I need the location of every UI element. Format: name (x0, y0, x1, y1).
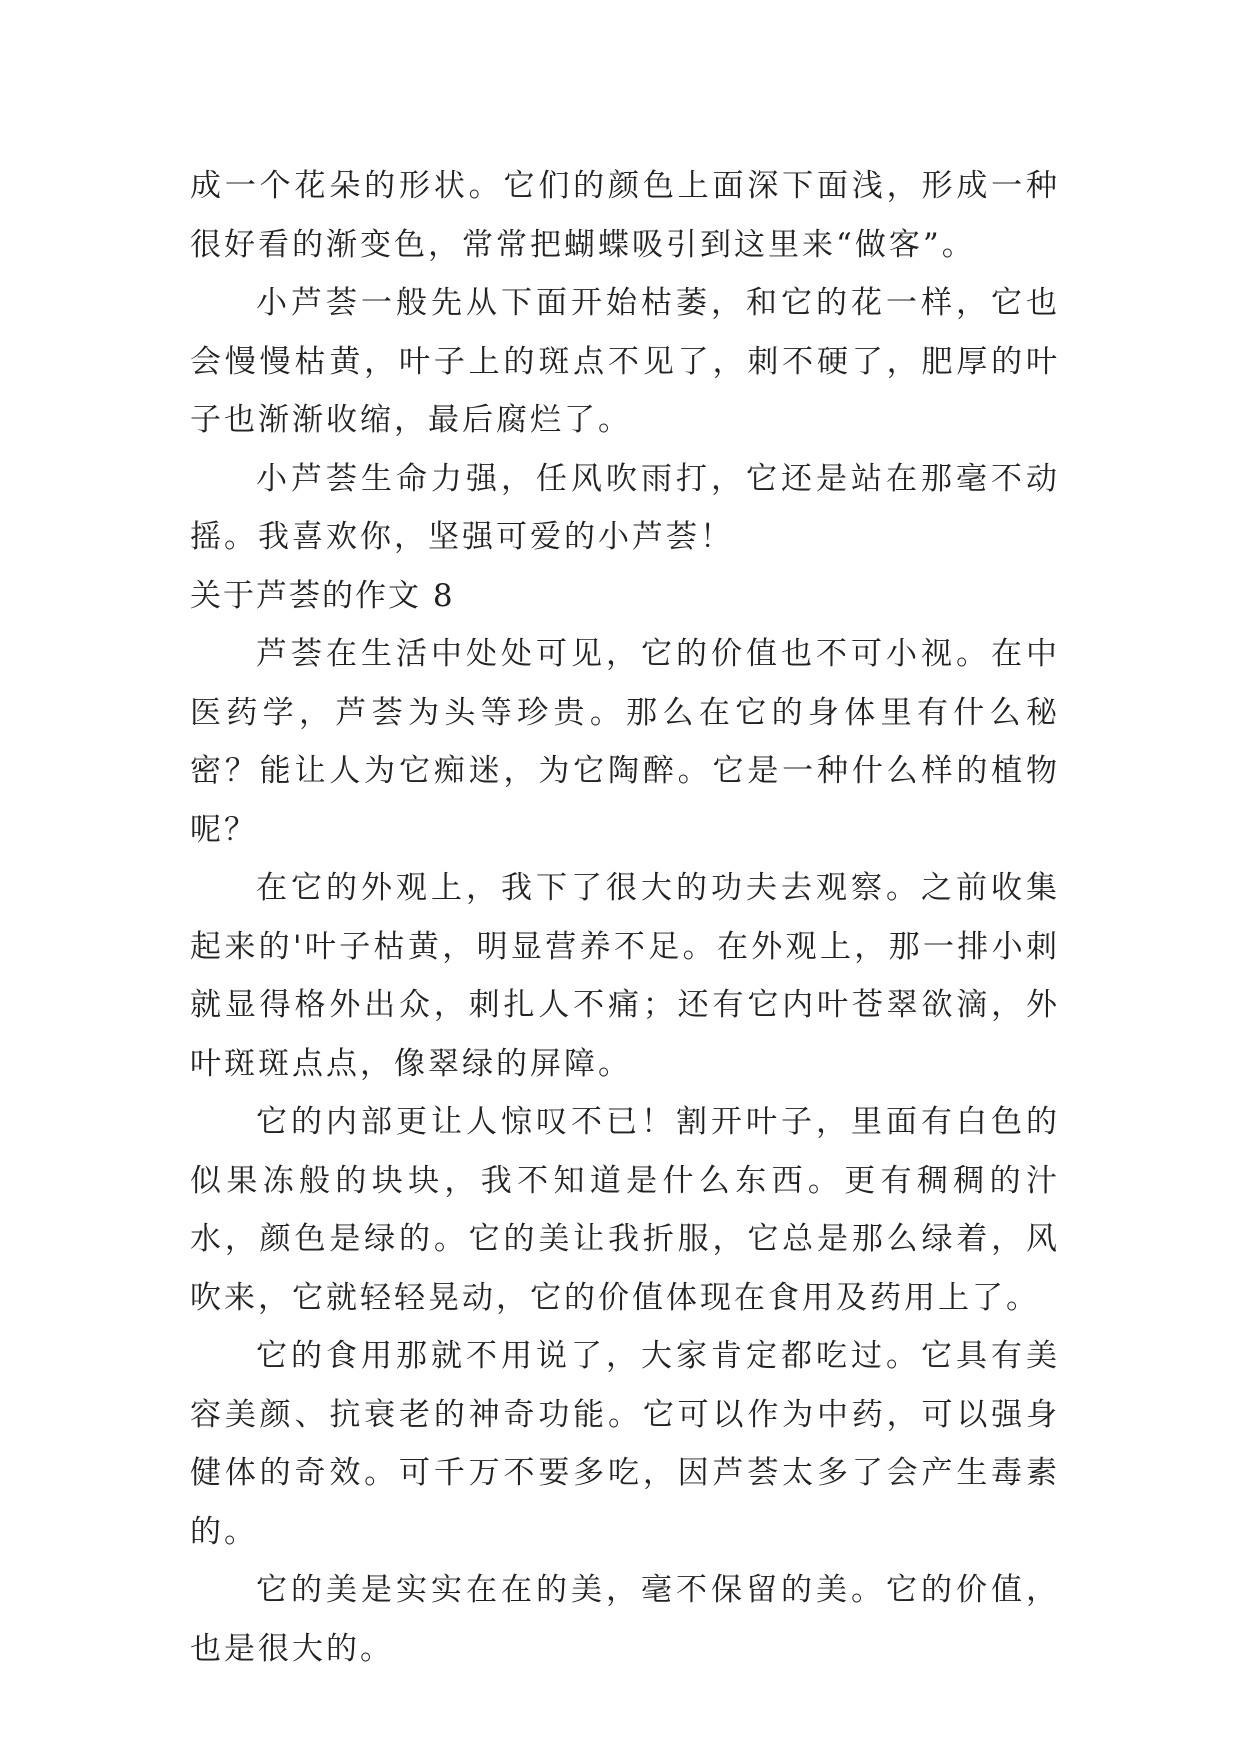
paragraph-vitality: 小芦荟生命力强，任风吹雨打，它还是站在那毫不动摇。我喜欢你，坚强可爱的小芦荟！ (190, 460, 1060, 555)
paragraph-appearance: 在它的外观上，我下了很大的功夫去观察。之前收集起来的'叶子枯黄，明显营养不足。在外观上，那一排小刺就显得格外出众，刺扎人不痛；还有它内叶苍翠欲滴，外叶斑斑点点，像翠绿的屏障。 (190, 870, 1060, 1082)
paragraph-continued: 成一个花朵的形状。它们的颜色上面深下面浅，形成一种很好看的渐变色，常常把蝴蝶吸引到这里来“做客”。 (190, 168, 1060, 263)
paragraph-edible-use: 它的食用那就不用说了，大家肯定都吃过。它具有美容美颜、抗衰老的神奇功能。它可以作为中药，可以强身健体的奇效。可千万不要多吃，因芦荟太多了会产生毒素的。 (190, 1338, 1060, 1550)
paragraph-conclusion: 它的美是实实在在的美，毫不保留的美。它的价值，也是很大的。 (190, 1572, 1060, 1667)
paragraph-interior: 它的内部更让人惊叹不已！割开叶子，里面有白色的似果冻般的块块，我不知道是什么东西。更有稠稠的汁水，颜色是绿的。它的美让我折服，它总是那么绿着，风吹来，它就轻轻晃动，它的价值体现在食用及药用上了。 (190, 1104, 1060, 1316)
section-title: 关于芦荟的作文 8 (190, 577, 455, 614)
document-body (190, 157, 1060, 1678)
paragraph-withering: 小芦荟一般先从下面开始枯萎，和它的花一样，它也会慢慢枯黄，叶子上的斑点不见了，刺不硬了，肥厚的叶子也渐渐收缩，最后腐烂了。 (190, 285, 1060, 438)
paragraph-value-intro: 芦荟在生活中处处可见，它的价值也不可小视。在中医药学，芦荟为头等珍贵。那么在它的身体里有什么秘密？能让人为它痴迷，为它陶醉。它是一种什么样的植物呢？ (190, 636, 1060, 848)
